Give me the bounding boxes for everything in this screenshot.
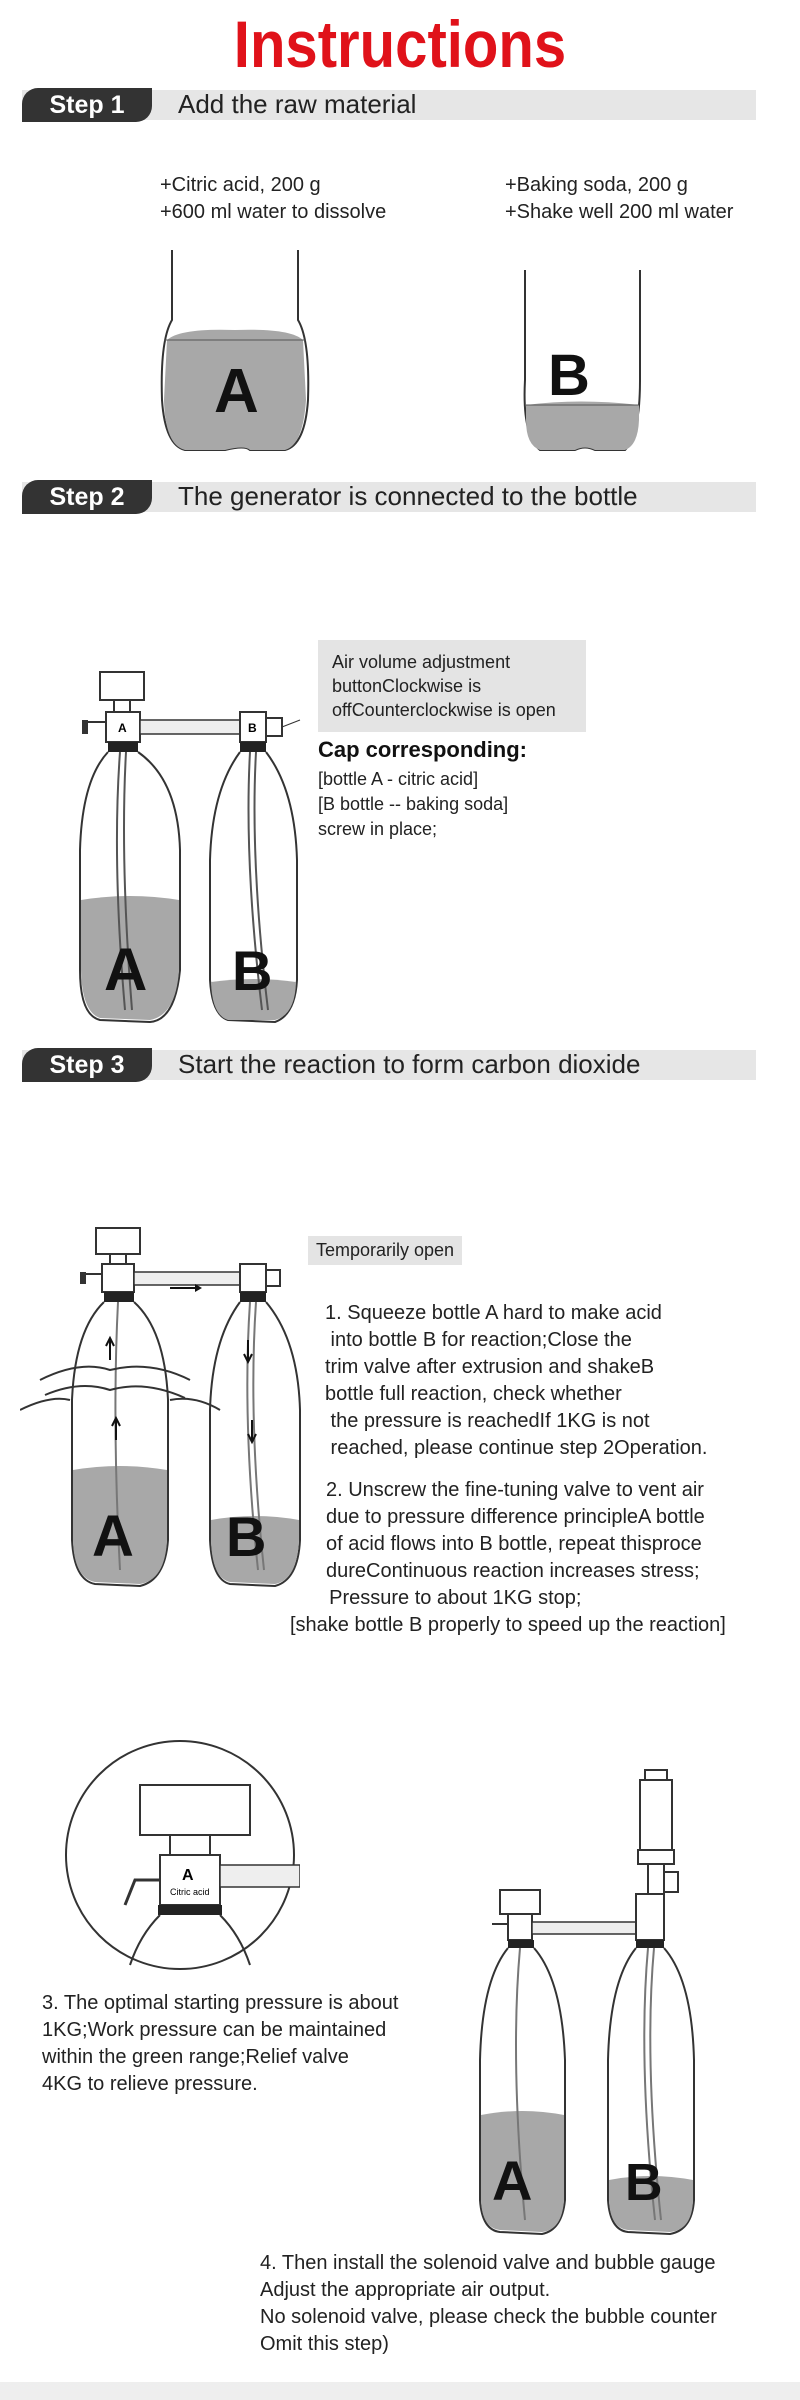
svg-text:A: A [182,1867,194,1884]
svg-text:A: A [118,721,127,735]
air-adjust-knob-icon [266,718,282,736]
pressure-gauge-icon [96,1228,140,1254]
step-3-title: Start the reaction to form carbon dioxide [178,1049,641,1079]
footer-strip [0,2382,800,2400]
citric-acid-line: +Citric acid, 200 g [160,174,321,196]
svg-text:B: B [226,1505,267,1568]
baking-soda-line: +Baking soda, 200 g [505,174,688,196]
air-volume-note: Air volume adjustment buttonClockwise is offCounterclockwise is open [318,640,586,732]
temporarily-open-note: Temporarily open [308,1236,462,1265]
step-1-label: Step 1 [22,88,152,122]
svg-text:A: A [492,2149,533,2212]
step-2-title: The generator is connected to the bottle [178,481,638,511]
valve-zoom-illustration [60,1735,300,1975]
bottle-a-label: A [214,357,259,426]
solenoid-assembly-illustration [470,1760,750,2240]
step2-generator-illustration [0,660,360,1030]
bottle-a-bottom [162,250,309,450]
pressure-gauge-icon [500,1890,540,1914]
page-title: Instructions [233,7,567,81]
cap-heading: Cap corresponding: [318,737,528,762]
step-1-title: Add the raw material [178,89,417,119]
bottle-b-label: B [232,939,273,1002]
step-3-label: Step 3 [22,1048,152,1082]
bottle-b-label: B [548,343,590,408]
water-line-b: +Shake well 200 ml water [505,201,734,223]
pressure-gauge-icon [100,672,144,700]
solenoid-valve-icon [648,1864,664,1894]
step1-bottles-illustration [0,250,800,460]
step1-right-text [505,172,733,226]
water-line-a: +600 ml water to dissolve [160,201,387,223]
bubble-counter-icon [645,1770,667,1780]
step4-para-3: 3. The optimal starting pressure is about 1KG;Work pressure can be maintained within the green range;Relief valve 4KG to relieve pressure. [42,1992,399,2095]
step-2-label: Step 2 [22,480,152,514]
cap-lines: [bottle A - citric acid] [B bottle -- baking soda] screw in place; [318,769,509,839]
step1-left-text [160,172,386,226]
step3-para-1: 1. Squeeze bottle A hard to make acid into bottle B for reaction;Close the trim valve after extrusion and shakeB bottle full reaction, check whether the pressure is reachedIf 1KG is not reached, please continue step 2Operation. [325,1302,708,1459]
bottle-a-label: A [104,936,148,1003]
svg-text:Citric acid: Citric acid [170,1887,210,1897]
step3-squeeze-illustration [20,1220,320,1590]
svg-text:A: A [92,1504,134,1569]
bottle-b-bottom [525,270,640,450]
svg-text:B: B [625,2154,663,2212]
connecting-pipe [140,720,252,734]
svg-text:B: B [248,721,257,735]
pressure-gauge-icon [140,1785,250,1835]
step3-para-2: 2. Unscrew the fine-tuning valve to vent air due to pressure difference principleA bottle of acid flows into B bottle, repeat thisproce dureContinuous reaction increases stress; Pressure to about 1KG stop; [shake bottle B properly to speed up the reaction] [290,1479,726,1636]
step4-para-4: 4. Then install the solenoid valve and bubble gauge Adjust the appropriate air output. No solenoid valve, please check the bubble counter Omit this step) [260,2252,717,2355]
